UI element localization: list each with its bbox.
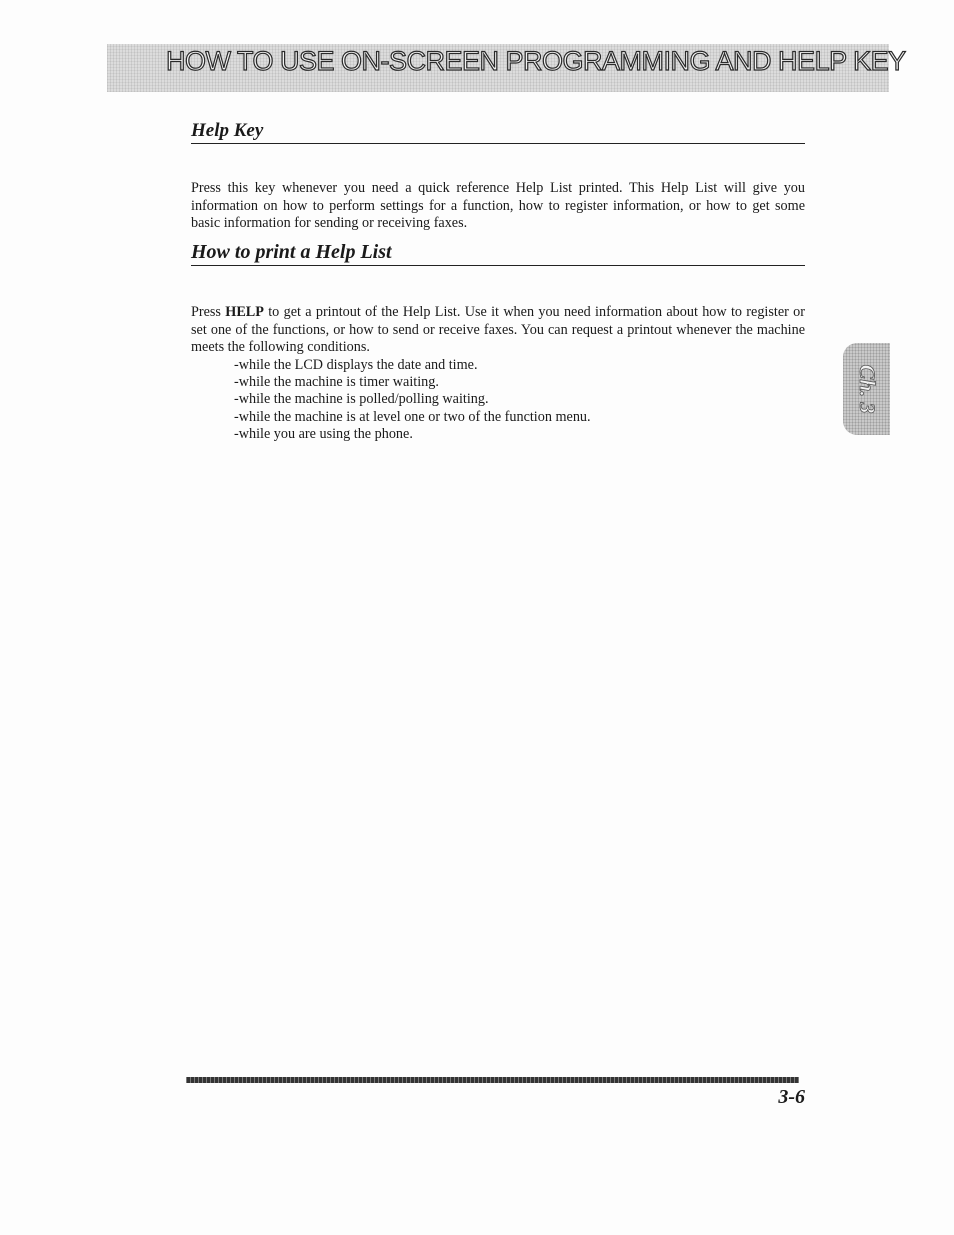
print-help-list-paragraph: [191, 304, 805, 357]
condition-item: -while the machine is polled/polling waiting.: [234, 391, 489, 408]
conditions-list: [234, 357, 591, 443]
chapter-tab-label: Ch. 3: [854, 364, 880, 414]
help-key-paragraph: Press this key whenever you need a quick reference Help List printed. This Help List will give you information on how to perform settings for a function, how to register information, or how to get some basic information for sending or receiving faxes.: [191, 180, 805, 232]
help-key-name: HELP: [225, 304, 264, 321]
section-heading-help-key: Help Key: [191, 121, 805, 144]
page-title: HOW TO USE ON-SCREEN PROGRAMMING AND HELP KEY: [166, 46, 906, 76]
paragraph-text-rest: to get a printout of the Help List. Use it when you need information about how to register or set one of the functions, or how to send or receive faxes. You can request a printout whenever the machine meets the following conditions.: [191, 304, 805, 356]
chapter-tab: [843, 343, 890, 435]
condition-item: -while the LCD displays the date and time.: [234, 357, 478, 373]
footer-rule: [186, 1077, 799, 1083]
condition-item: -while you are using the phone.: [234, 425, 413, 442]
condition-item: -while the machine is at level one or two of the function menu.: [234, 408, 591, 425]
page-number: 3-6: [778, 1086, 805, 1108]
section-heading-print-help-list: How to print a Help List: [191, 242, 805, 266]
paragraph-text-prefix: Press: [191, 304, 226, 321]
condition-item: -while the machine is timer waiting.: [234, 374, 439, 391]
